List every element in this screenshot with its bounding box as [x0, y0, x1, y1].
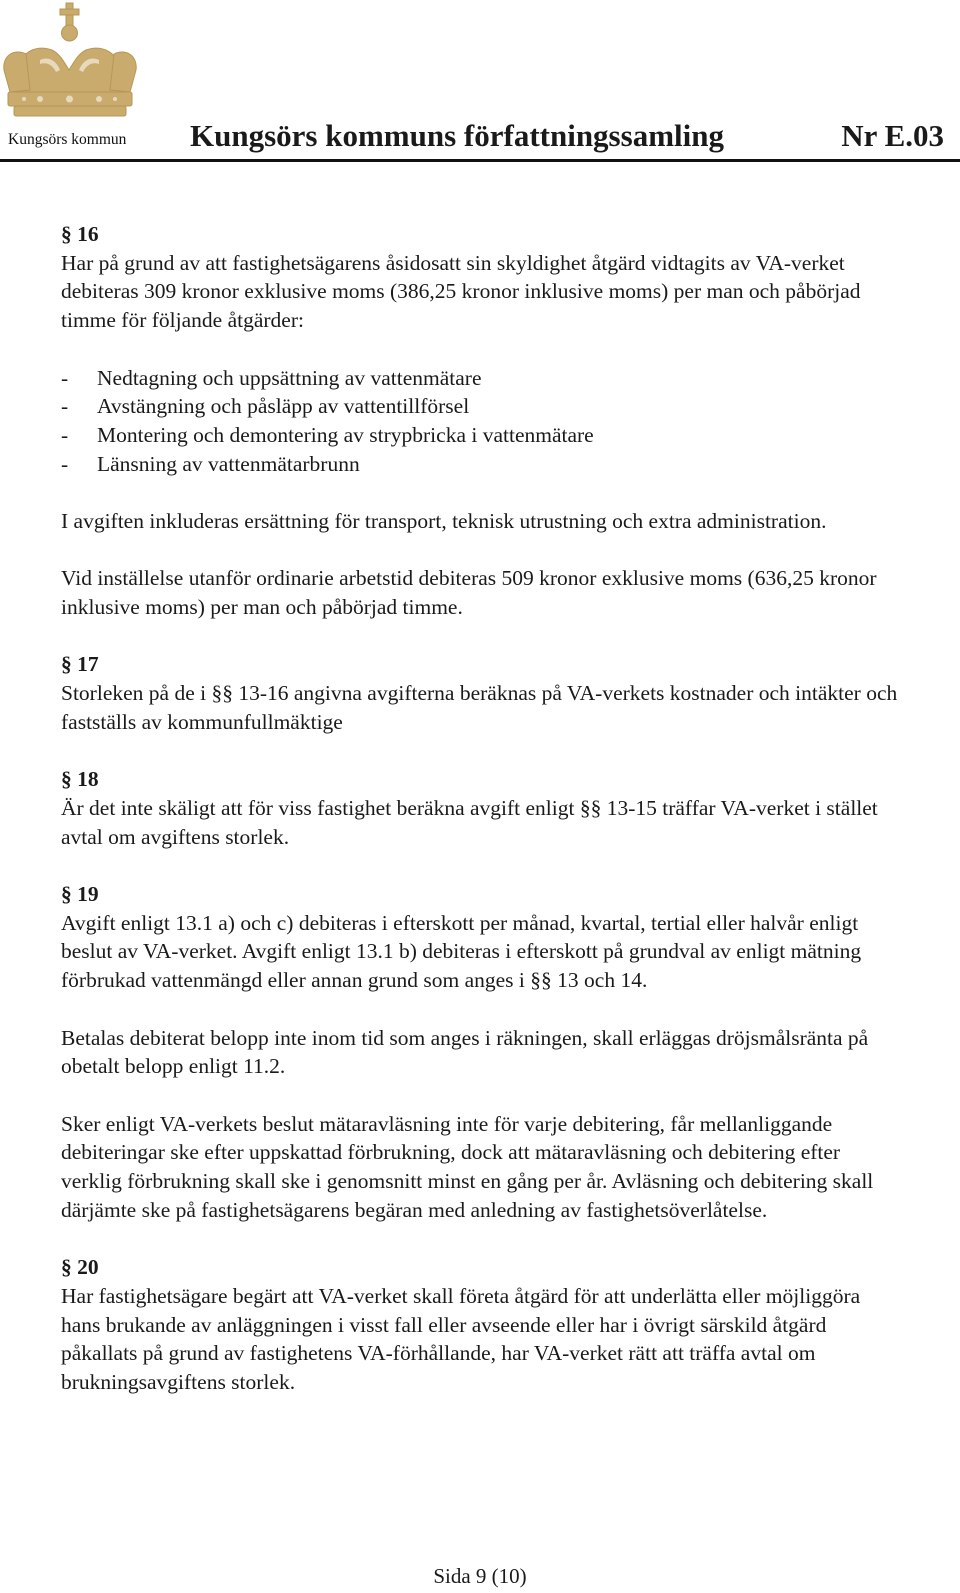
section-paragraph: Har fastighetsägare begärt att VA-verket skall företa åtgärd för att underlätta eller möjliggöra hans brukande av anläggningen i visst fall eller avseende eller har i övrigt särskild åtgärd påkallats på grund av fastighetens VA-förhållande, har VA-verket rätt att träffa avtal om brukningsavgiftens storlek. [61, 1283, 861, 1394]
section-heading: § 20 [61, 1255, 99, 1280]
section-heading: § 17 [61, 652, 99, 677]
header-rule [0, 159, 960, 162]
document-number: Nr E.03 [841, 118, 944, 153]
section-20 [61, 1253, 901, 1397]
section-heading: § 19 [61, 882, 99, 907]
document-header [0, 0, 960, 165]
section-19 [61, 880, 901, 1224]
section-18 [61, 765, 901, 851]
list-item: - Avstängning och påsläpp av vattentillförsel [61, 394, 470, 419]
crown-icon [0, 0, 140, 130]
section-paragraph: Vid inställelse utanför ordinarie arbetstid debiteras 509 kronor exklusive moms (636,25 kronor inklusive moms) per man och påbörjad timme. [61, 566, 877, 620]
measure-list [61, 364, 901, 479]
section-16 [61, 220, 901, 622]
logo-label: Kungsörs kommun [8, 131, 127, 148]
section-paragraph: Har på grund av att fastighetsägarens åsidosatt sin skyldighet åtgärd vidtagits av VA-verket debiteras 309 kronor exklusive moms (386,25 kronor inklusive moms) per man och påbörjad timme för följande åtgärder: [61, 250, 861, 333]
municipality-logo [0, 0, 140, 150]
document-title: Kungsörs kommuns författningssamling [190, 118, 724, 153]
section-paragraph: Sker enligt VA-verkets beslut mätaravläsning inte för varje debitering, får mellanliggande debiteringar ske efter uppskattad förbrukning, dock att mätaravläsning och debitering efter verklig förbrukning skall ske i genomsnitt minst en gång per år. Avläsning och debitering skall därjämte ske på fastighetsägarens begäran med anledning av fastighetsöverlåtelse. [61, 1111, 874, 1222]
section-paragraph: I avgiften inkluderas ersättning för transport, teknisk utrustning och extra administration. [61, 509, 827, 533]
page-number: Sida 9 (10) [433, 1564, 527, 1588]
list-item: - Montering och demontering av strypbricka i vattenmätare [61, 422, 594, 447]
section-paragraph: Betalas debiterat belopp inte inom tid som anges i räkningen, skall erläggas dröjsmålsränta på obetalt belopp enligt 11.2. [61, 1025, 869, 1079]
list-item: - Nedtagning och uppsättning av vattenmätare [61, 365, 482, 390]
section-heading: § 16 [61, 222, 99, 246]
section-paragraph: Avgift enligt 13.1 a) och c) debiteras i efterskott per månad, kvartal, tertial eller halvår enligt beslut av VA-verket. Avgift enligt 13.1 b) debiteras i efterskott på grundval av enligt mätning förbrukad vattenmängd eller annan grund som anges i §§ 13 och 14. [61, 910, 862, 993]
section-heading: § 18 [61, 767, 99, 792]
section-17 [61, 650, 901, 736]
section-paragraph: Storleken på de i §§ 13-16 angivna avgifterna beräknas på VA-verkets kostnader och intäkter och fastställs av kommunfullmäktige [61, 681, 898, 734]
document-body [61, 220, 901, 1425]
list-item: - Länsning av vattenmätarbrunn [61, 451, 360, 476]
section-paragraph: Är det inte skäligt att för viss fastighet beräkna avgift enligt §§ 13-15 träffar VA-verket i stället avtal om avgiftens storlek. [61, 795, 878, 849]
